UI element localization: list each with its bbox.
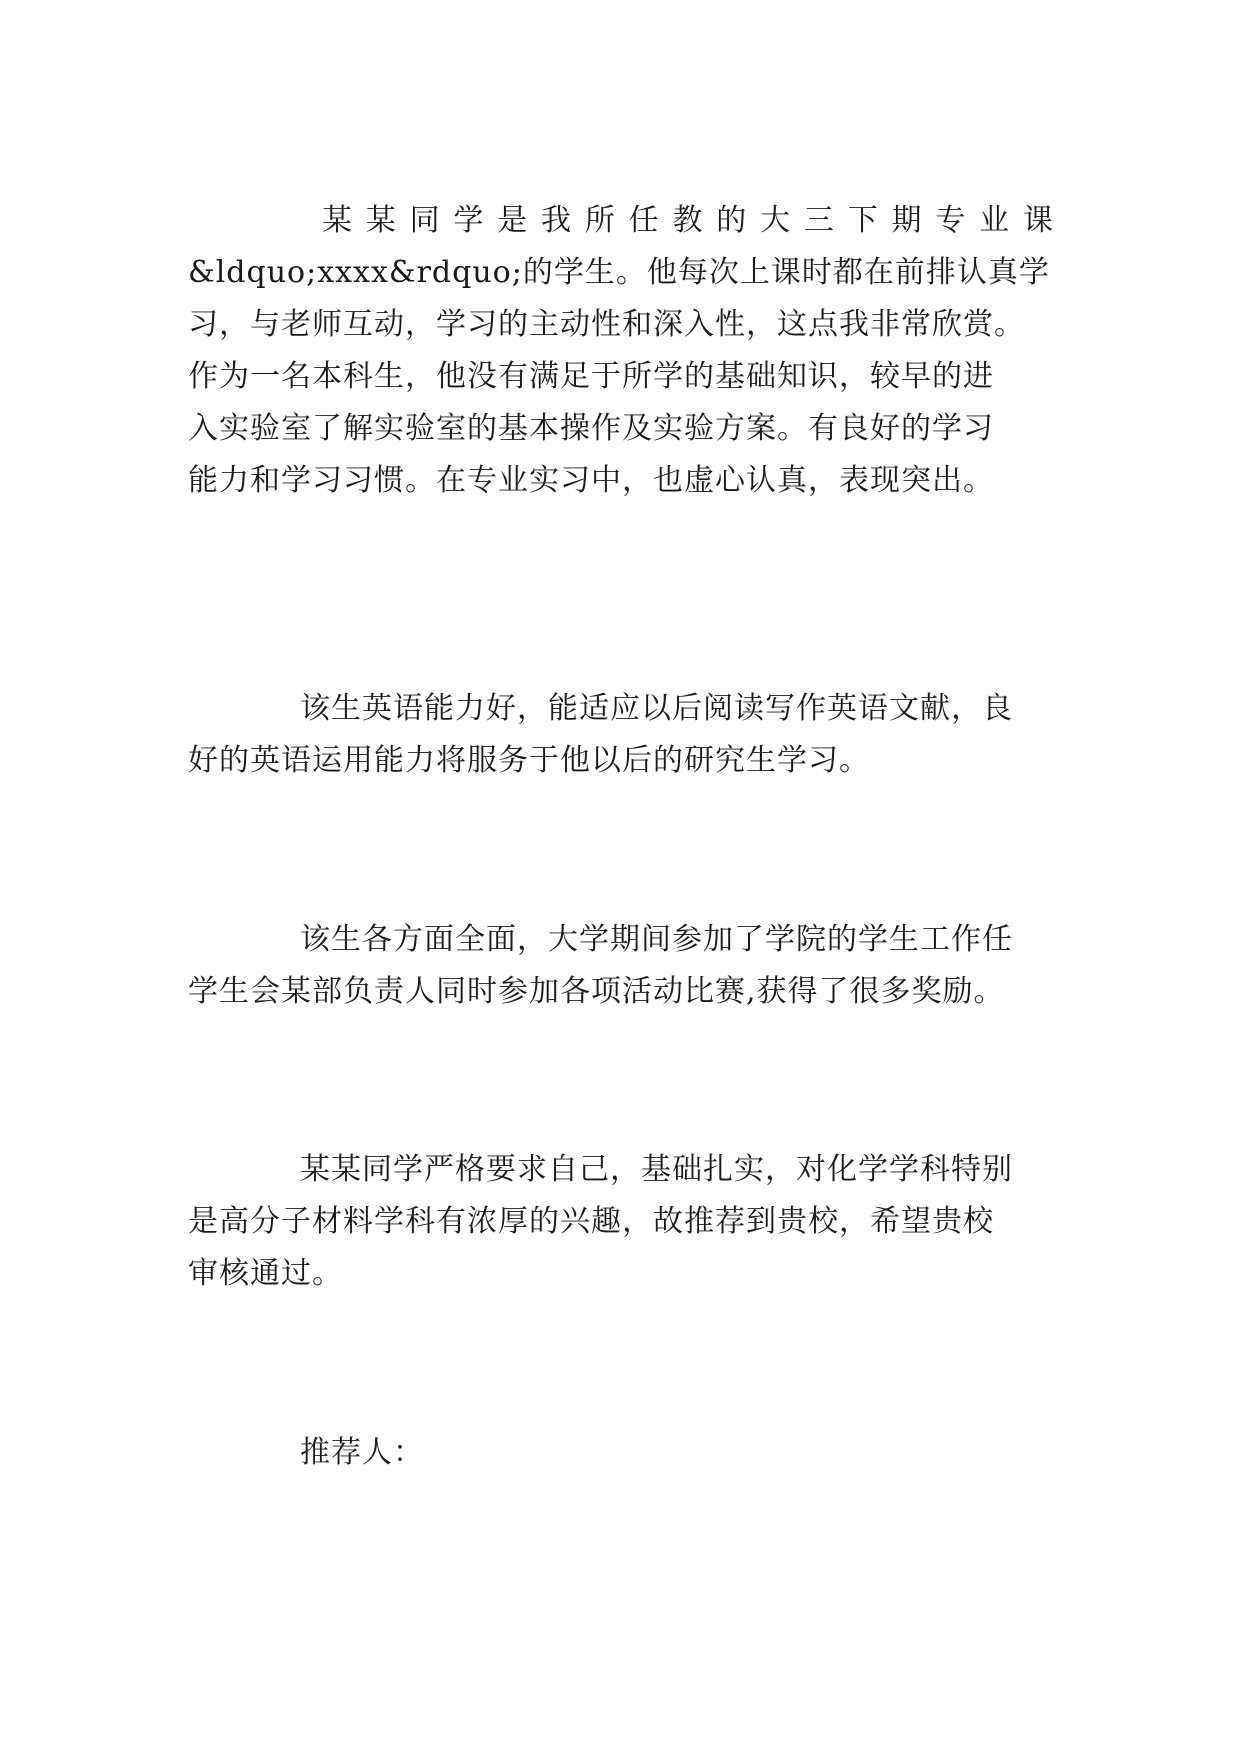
paragraph-1-line-5: 入实验室了解实验室的基本操作及实验方案。有良好的学习 [188,411,994,446]
paragraph-1-line-6: 能力和学习习惯。在专业实习中，也虚心认真，表现突出。 [188,463,994,498]
paragraph-4-line-2: 是高分子材料学科有浓厚的兴趣，故推荐到贵校，希望贵校 [188,1204,994,1239]
paragraph-1-line-4: 作为一名本科生，他没有满足于所学的基础知识，较早的进 [188,359,994,394]
paragraph-1-line-1: 某某同学是我所任教的大三下期专业课 [322,203,1054,238]
signature-label: 推荐人： [300,1435,424,1470]
paragraph-1-line-2: &ldquo;xxxx&rdquo;的学生。他每次上课时都在前排认真学 [188,255,1050,290]
paragraph-4-line-3: 审核通过。 [188,1256,343,1291]
paragraph-3-line-1: 该生各方面全面，大学期间参加了学院的学生工作任 [300,922,1013,957]
paragraph-2-line-2: 好的英语运用能力将服务于他以后的研究生学习。 [188,743,870,778]
paragraph-1-line-3: 习，与老师互动，学习的主动性和深入性，这点我非常欣赏。 [188,307,1025,342]
paragraph-3-line-2: 学生会某部负责人同时参加各项活动比赛,获得了很多奖励。 [188,974,1005,1009]
paragraph-2-line-1: 该生英语能力好，能适应以后阅读写作英语文献，良 [300,691,1013,726]
paragraph-4-line-1: 某某同学严格要求自己，基础扎实，对化学学科特别 [300,1152,1013,1187]
